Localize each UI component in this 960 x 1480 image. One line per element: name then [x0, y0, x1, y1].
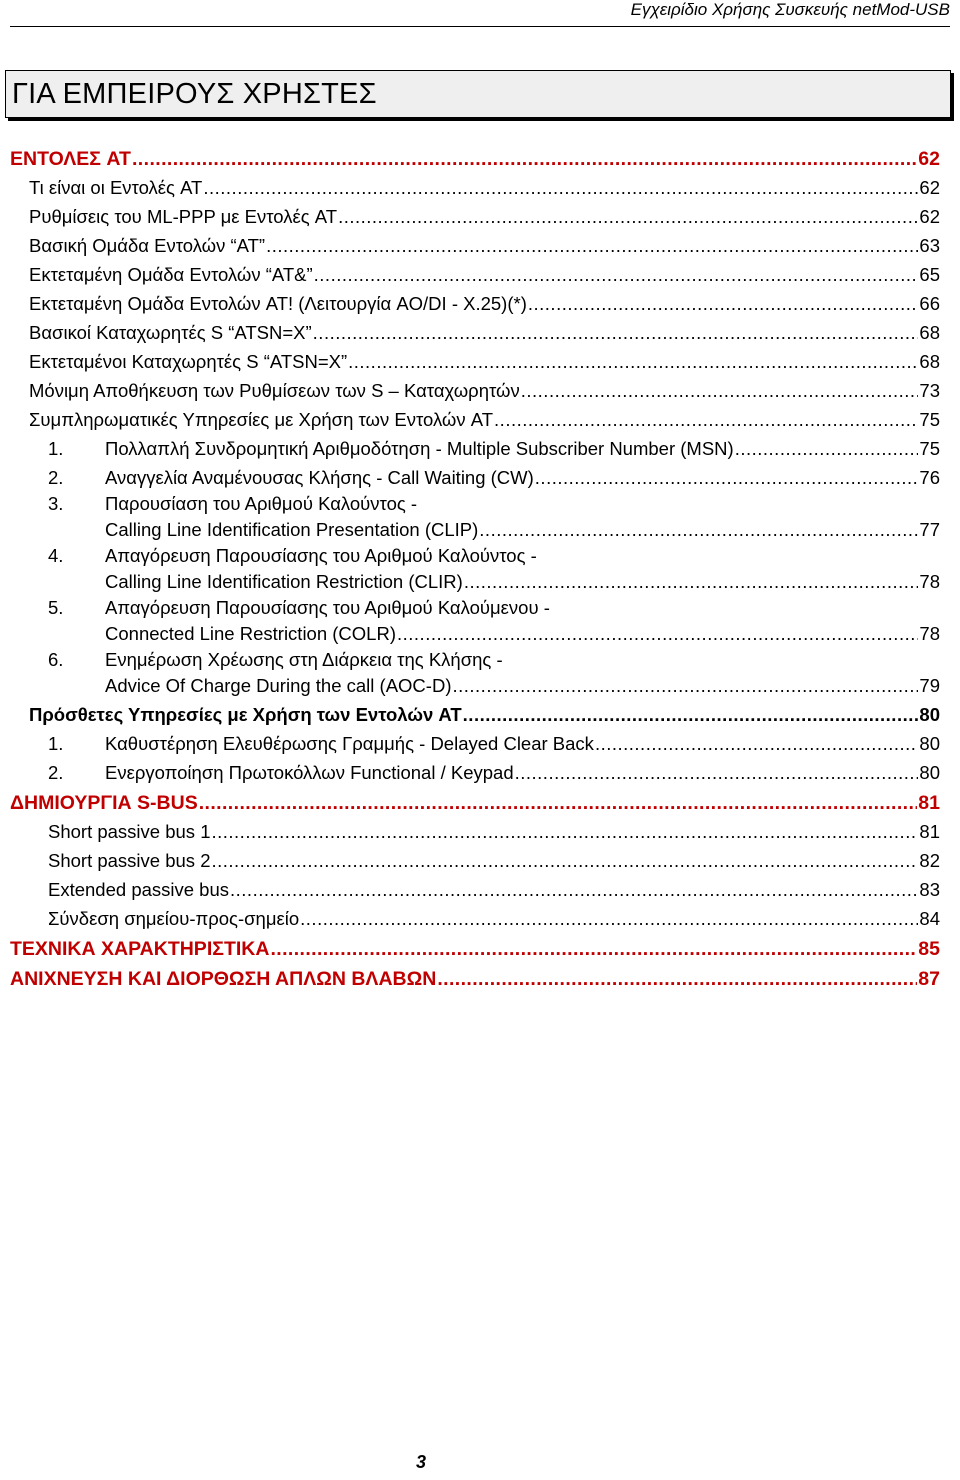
- toc-entry[interactable]: Εκτεταμένοι Καταχωρητές S “ATSN=X” ..... 68: [10, 344, 940, 373]
- toc-entry-s-bus[interactable]: ΔΗΜΙΟΥΡΓΙΑ S-BUS ..... 81: [10, 784, 940, 814]
- toc-entry[interactable]: Εκτεταμένη Ομάδα Εντολών “AT&” ..... 65: [10, 257, 940, 286]
- toc-entry[interactable]: Τι είναι οι Εντολές AT ..... 62: [10, 170, 940, 199]
- toc-entry-troubleshooting[interactable]: ΑΝΙΧΝΕΥΣΗ ΚΑΙ ΔΙΟΡΘΩΣΗ ΑΠΛΩΝ ΒΛΑΒΩΝ ..... 87: [10, 960, 940, 990]
- toc-entry[interactable]: Βασική Ομάδα Εντολών “AT” ..... 63: [10, 228, 940, 257]
- toc-entry[interactable]: Βασικοί Καταχωρητές S “ATSN=X” ..... 68: [10, 315, 940, 344]
- toc-entry[interactable]: 2. Αναγγελία Αναμένουσας Κλήσης - Call Waiting (CW) ..... 76: [10, 460, 940, 489]
- toc-entry[interactable]: Σύνδεση σημείου-προς-σημείο ..... 84: [10, 901, 940, 930]
- section-title-box: [5, 70, 951, 118]
- table-of-contents: [10, 140, 940, 990]
- toc-entry[interactable]: 2. Ενεργοποίηση Πρωτοκόλλων Functional / Keypad ..... 80: [10, 755, 940, 784]
- toc-entry[interactable]: 1. Πολλαπλή Συνδρομητική Αριθμοδότηση - Multiple Subscriber Number (MSN) ..... 75: [10, 431, 940, 460]
- toc-entry[interactable]: Συμπληρωματικές Υπηρεσίες με Χρήση των Εντολών AT ..... 75: [10, 402, 940, 431]
- toc-entry[interactable]: Πρόσθετες Υπηρεσίες με Χρήση των Εντολών AT ..... 80: [10, 697, 940, 726]
- toc-entry[interactable]: Μόνιμη Αποθήκευση των Ρυθμίσεων των S – Καταχωρητών ..... 73: [10, 373, 940, 402]
- toc-entry[interactable]: 1. Καθυστέρηση Ελευθέρωσης Γραμμής - Delayed Clear Back ..... 80: [10, 726, 940, 755]
- toc-entry[interactable]: 3. Παρουσίαση του Αριθμού Καλούντος - Calling Line Identification Presentation (CLIP) ..... 77: [10, 489, 940, 541]
- running-header: Εγχειρίδιο Χρήσης Συσκευής netMod-USB: [10, 0, 950, 27]
- toc-entry[interactable]: Short passive bus 1 ..... 81: [10, 814, 940, 843]
- toc-entry[interactable]: Short passive bus 2 ..... 82: [10, 843, 940, 872]
- toc-entry[interactable]: 5. Απαγόρευση Παρουσίασης του Αριθμού Καλούμενου - Connected Line Restriction (COLR) ..... 78: [10, 593, 940, 645]
- toc-entry-technical-specs[interactable]: ΤΕΧΝΙΚΑ ΧΑΡΑΚΤΗΡΙΣΤΙΚΑ ..... 85: [10, 930, 940, 960]
- toc-entry[interactable]: Ρυθμίσεις του ML-PPP με Εντολές AT ..... 62: [10, 199, 940, 228]
- toc-entry[interactable]: Extended passive bus ..... 83: [10, 872, 940, 901]
- toc-entry[interactable]: Εκτεταμένη Ομάδα Εντολών AT! (Λειτουργία AO/DI - X.25)(*) ..... 66: [10, 286, 940, 315]
- toc-entry-at-commands[interactable]: ΕΝΤΟΛΕΣ AT ..... 62: [10, 140, 940, 170]
- toc-entry[interactable]: 4. Απαγόρευση Παρουσίασης του Αριθμού Καλούντος - Calling Line Identification Restriction (CLIR) ..... 78: [10, 541, 940, 593]
- section-title: ΓΙΑ ΕΜΠΕΙΡΟΥΣ ΧΡΗΣΤΕΣ: [12, 78, 377, 110]
- page-number: 3: [415, 1452, 426, 1472]
- toc-entry[interactable]: 6. Ενημέρωση Χρέωσης στη Διάρκεια της Κλήσης - Advice Of Charge During the call (AOC-D) ..... 79: [10, 645, 940, 697]
